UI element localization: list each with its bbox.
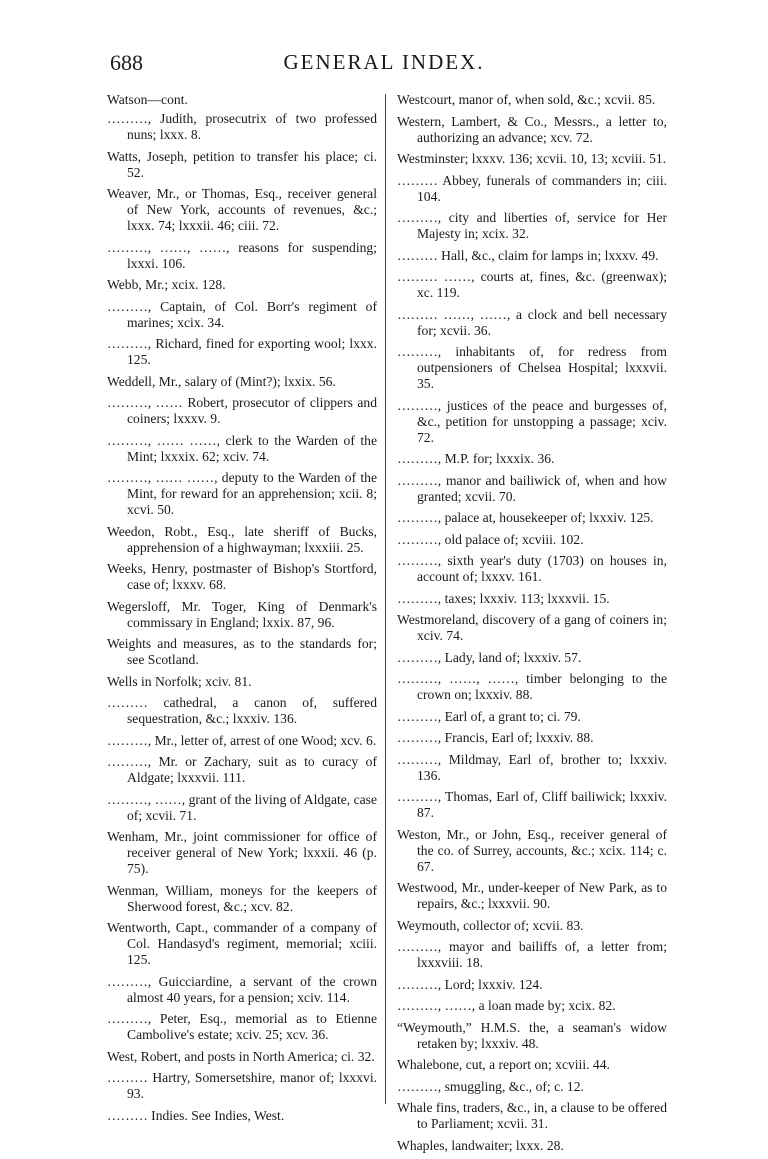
- index-entry: ………, ……, ……, timber belonging to the crown on; lxxxiv. 88.: [397, 671, 667, 702]
- index-entry: Westminster; lxxxv. 136; xcvii. 10, 13; xcviii. 51.: [397, 151, 667, 166]
- index-entry: ……… Abbey, funerals of commanders in; ciii. 104.: [397, 172, 667, 204]
- index-entry: Westmoreland, discovery of a gang of coiners in; xciv. 74.: [397, 612, 667, 643]
- index-entry: ………, Guicciardine, a servant of the crown almost 40 years, for a pension; xciv. 114.: [107, 973, 377, 1005]
- index-entry: ………, Lord; lxxxiv. 124.: [397, 976, 543, 992]
- index-entry: Whaples, landwaiter; lxxx. 28.: [397, 1137, 564, 1153]
- index-entry: Watts, Joseph, petition to transfer his place; ci. 52.: [107, 148, 377, 180]
- index-entry: ………, …… ……, clerk to the Warden of the Mint; lxxxix. 62; xciv. 74.: [107, 432, 377, 464]
- index-entry: ………, mayor and bailiffs of, a letter from; lxxxviii. 18.: [397, 939, 667, 970]
- index-entry: “Weymouth,” H.M.S. the, a seaman's widow retaken by; lxxxiv. 48.: [397, 1019, 667, 1051]
- index-entry: Weedon, Robt., Esq., late sheriff of Bucks, apprehension of a highwayman; lxxxiii. 25.: [107, 523, 377, 555]
- index-entry: Webb, Mr.; xcix. 128.: [107, 277, 226, 292]
- index-entry: ………, inhabitants of, for redress from outpensioners of Chelsea Hospital; lxxxvii. 35.: [397, 344, 667, 391]
- index-entry: Wells in Norfolk; xciv. 81.: [107, 673, 252, 689]
- index-entry: ………, ……, a loan made by; xcix. 82.: [397, 998, 616, 1013]
- index-entry: ………, Judith, prosecutrix of two professed nuns; lxxx. 8.: [107, 111, 377, 142]
- index-entry: ………, taxes; lxxxiv. 113; lxxxvii. 15.: [397, 590, 610, 606]
- left-index-column: [107, 92, 377, 1129]
- index-entry: ……… ……, courts at, fines, &c. (greenwax); xc. 119.: [397, 269, 667, 300]
- index-entry: ………, justices of the peace and burgesses of, &c., petition for unstopping a passage; xciv. 72.: [397, 397, 667, 445]
- page-number: 688: [110, 50, 143, 75]
- column-divider: [385, 94, 386, 1104]
- index-entry: ………, city and liberties of, service for Her Majesty in; xcix. 32.: [397, 210, 667, 241]
- right-index-column: [397, 92, 667, 1159]
- index-entry: Weddell, Mr., salary of (Mint?); lxxix. 56.: [107, 373, 336, 389]
- index-entry: West, Robert, and posts in North America; ci. 32.: [107, 1048, 375, 1064]
- index-entry: Watson—cont.: [107, 92, 188, 107]
- index-entry: ………, manor and bailiwick of, when and how granted; xcvii. 70.: [397, 472, 667, 504]
- index-entry: ……… cathedral, a canon of, suffered sequestration, &c.; lxxxiv. 136.: [107, 695, 377, 726]
- index-entry: Weeks, Henry, postmaster of Bishop's Stortford, case of; lxxxv. 68.: [107, 561, 377, 592]
- index-entry: Wegersloff, Mr. Toger, King of Denmark's commissary in England; lxxix. 87, 96.: [107, 598, 377, 630]
- index-entry: ………, Thomas, Earl of, Cliff bailiwick; lxxxiv. 87.: [397, 789, 667, 820]
- running-title: GENERAL INDEX.: [283, 50, 485, 74]
- index-entry: ………, Francis, Earl of; lxxxiv. 88.: [397, 730, 594, 745]
- index-entry: Weymouth, collector of; xcvii. 83.: [397, 917, 584, 933]
- index-entry: Whalebone, cut, a report on; xcviii. 44.: [397, 1057, 610, 1072]
- index-entry: Westwood, Mr., under-keeper of New Park, as to repairs, &c.; lxxxvii. 90.: [397, 880, 667, 911]
- index-entry: ……… Indies. See Indies, West.: [107, 1107, 285, 1123]
- index-entry: Weston, Mr., or John, Esq., receiver general of the co. of Surrey, accounts, &c.; xcix. 114; c. 67.: [397, 826, 667, 874]
- index-entry: ………, Mr. or Zachary, suit as to curacy of Aldgate; lxxxvii. 111.: [107, 754, 377, 785]
- index-entry: ………, sixth year's duty (1703) on houses in, account of; lxxxv. 161.: [397, 553, 667, 584]
- index-entry: ………, ……, grant of the living of Aldgate, case of; xcvii. 71.: [107, 791, 377, 823]
- index-entry: ………, Richard, fined for exporting wool; lxxx. 125.: [107, 336, 377, 367]
- index-entry: Westcourt, manor of, when sold, &c.; xcvii. 85.: [397, 92, 656, 107]
- index-entry: Wenham, Mr., joint commissioner for office of receiver general of New York; lxxxii. 46 (p. 75).: [107, 829, 377, 876]
- index-entry: ………, Peter, Esq., memorial as to Etienne Cambolive's estate; xciv. 25; xcv. 36.: [107, 1011, 377, 1042]
- index-entry: ………, …… ……, deputy to the Warden of the Mint, for reward for an apprehension; xcii. 8; xcvi. 50.: [107, 470, 377, 517]
- index-entry: ……… ……, ……, a clock and bell necessary for; xcvii. 36.: [397, 306, 667, 338]
- index-entry: ………, Earl of, a grant to; ci. 79.: [397, 708, 581, 724]
- index-entry: ………, …… Robert, prosecutor of clippers and coiners; lxxxv. 9.: [107, 395, 377, 426]
- index-entry: ………, smuggling, &c., of; c. 12.: [397, 1078, 584, 1094]
- index-entry: ………, M.P. for; lxxxix. 36.: [397, 451, 555, 466]
- index-entry: ……… Hall, &c., claim for lamps in; lxxxv. 49.: [397, 247, 659, 263]
- index-entry: Weaver, Mr., or Thomas, Esq., receiver general of New York, accounts of revenues, &c.; lxxx. 74; lxxxii. 46; ciii. 72.: [107, 186, 377, 233]
- index-entry: ………, Mildmay, Earl of, brother to; lxxxiv. 136.: [397, 751, 667, 783]
- index-entry: ………, palace at, housekeeper of; lxxxiv. 125.: [397, 510, 654, 525]
- index-entry: ………, Lady, land of; lxxxiv. 57.: [397, 649, 582, 665]
- index-entry: Wenman, William, moneys for the keepers of Sherwood forest, &c.; xcv. 82.: [107, 882, 377, 914]
- index-entry: Wentworth, Capt., commander of a company of Col. Handasyd's regiment, memorial; xciii. 125.: [107, 920, 377, 967]
- index-entry: ………, ……, ……, reasons for suspending; lxxxi. 106.: [107, 239, 377, 271]
- index-entry: ……… Hartry, Somersetshire, manor of; lxxxvi. 93.: [107, 1070, 377, 1101]
- index-entry: ………, Captain, of Col. Borr's regiment of marines; xcix. 34.: [107, 298, 377, 330]
- index-entry: ………, old palace of; xcviii. 102.: [397, 531, 584, 547]
- index-entry: Western, Lambert, & Co., Messrs., a letter to, authorizing an advance; xcv. 72.: [397, 113, 667, 145]
- index-entry: Weights and measures, as to the standards for; see Scotland.: [107, 636, 377, 667]
- index-entry: Whale fins, traders, &c., in, a clause to be offered to Parliament; xcvii. 31.: [397, 1100, 668, 1131]
- index-entry: ………, Mr., letter of, arrest of one Wood; xcv. 6.: [107, 732, 377, 748]
